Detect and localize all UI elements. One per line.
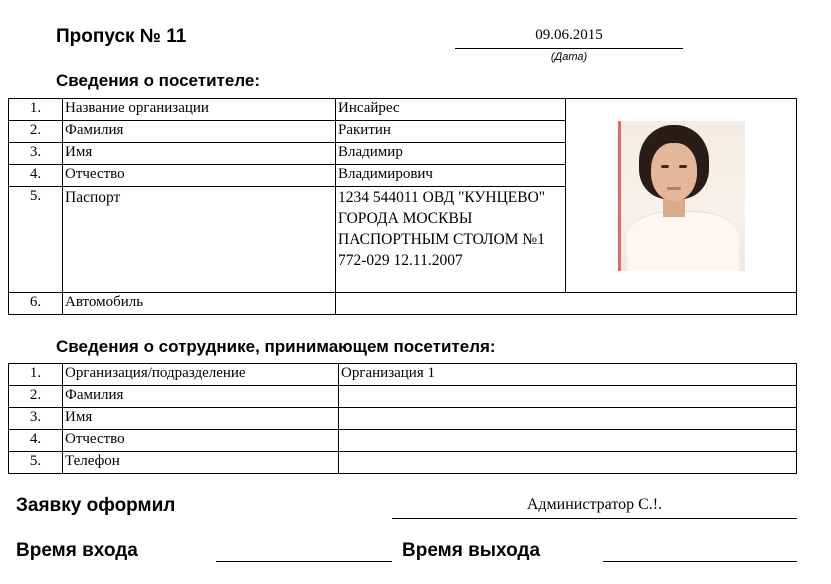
row-value: Ракитин bbox=[336, 121, 566, 143]
date-caption: (Дата) bbox=[550, 51, 588, 63]
date-underline bbox=[455, 48, 683, 49]
entry-time-label: Время входа bbox=[16, 540, 138, 561]
row-value: Организация 1 bbox=[339, 364, 797, 386]
pass-title: Пропуск № 11 bbox=[56, 26, 187, 47]
exit-time-label: Время выхода bbox=[402, 540, 541, 561]
exit-time-underline bbox=[603, 561, 797, 562]
photo-cell bbox=[566, 99, 797, 293]
row-number: 2. bbox=[9, 386, 63, 408]
row-number: 6. bbox=[9, 293, 63, 315]
row-label: Имя bbox=[63, 408, 339, 430]
issued-by-label: Заявку оформил bbox=[16, 495, 176, 516]
row-label: Паспорт bbox=[63, 187, 336, 293]
row-value bbox=[339, 408, 797, 430]
table-row bbox=[9, 408, 797, 430]
row-number: 4. bbox=[9, 430, 63, 452]
visitor-photo bbox=[618, 121, 745, 271]
visitor-table bbox=[8, 98, 797, 315]
table-row bbox=[9, 364, 797, 386]
row-number: 1. bbox=[9, 99, 63, 121]
row-value bbox=[336, 293, 797, 315]
table-row bbox=[9, 386, 797, 408]
row-number: 3. bbox=[9, 143, 63, 165]
pass-date: 09.06.2015 bbox=[535, 27, 603, 43]
table-row bbox=[9, 99, 797, 121]
issued-by-value: Администратор С.!. bbox=[526, 496, 663, 513]
table-row bbox=[9, 430, 797, 452]
table-row bbox=[9, 293, 797, 315]
row-value: Владимирович bbox=[336, 165, 566, 187]
row-label: Название организации bbox=[63, 99, 336, 121]
row-number: 5. bbox=[9, 452, 63, 474]
row-label: Организация/подразделение bbox=[63, 364, 339, 386]
row-number: 2. bbox=[9, 121, 63, 143]
row-number: 5. bbox=[9, 187, 63, 293]
row-label: Отчество bbox=[63, 430, 339, 452]
employee-table bbox=[8, 363, 797, 474]
row-number: 4. bbox=[9, 165, 63, 187]
row-value: Инсайрес bbox=[336, 99, 566, 121]
row-value bbox=[339, 430, 797, 452]
table-row bbox=[9, 452, 797, 474]
row-value bbox=[339, 452, 797, 474]
entry-time-underline bbox=[216, 561, 392, 562]
row-label: Автомобиль bbox=[63, 293, 336, 315]
row-label: Имя bbox=[63, 143, 336, 165]
employee-heading: Сведения о сотруднике, принимающем посетителя: bbox=[56, 337, 496, 356]
visitor-heading: Сведения о посетителе: bbox=[56, 71, 261, 90]
issued-by-underline bbox=[392, 518, 797, 519]
row-number: 3. bbox=[9, 408, 63, 430]
row-label: Отчество bbox=[63, 165, 336, 187]
row-label: Фамилия bbox=[63, 386, 339, 408]
row-value: Владимир bbox=[336, 143, 566, 165]
row-value bbox=[339, 386, 797, 408]
row-number: 1. bbox=[9, 364, 63, 386]
passport-value: 1234 544011 ОВД "КУНЦЕВО" ГОРОДА МОСКВЫ ПАСПОРТНЫМ СТОЛОМ №1 772-029 12.11.2007 bbox=[336, 187, 566, 293]
row-label: Телефон bbox=[63, 452, 339, 474]
row-label: Фамилия bbox=[63, 121, 336, 143]
